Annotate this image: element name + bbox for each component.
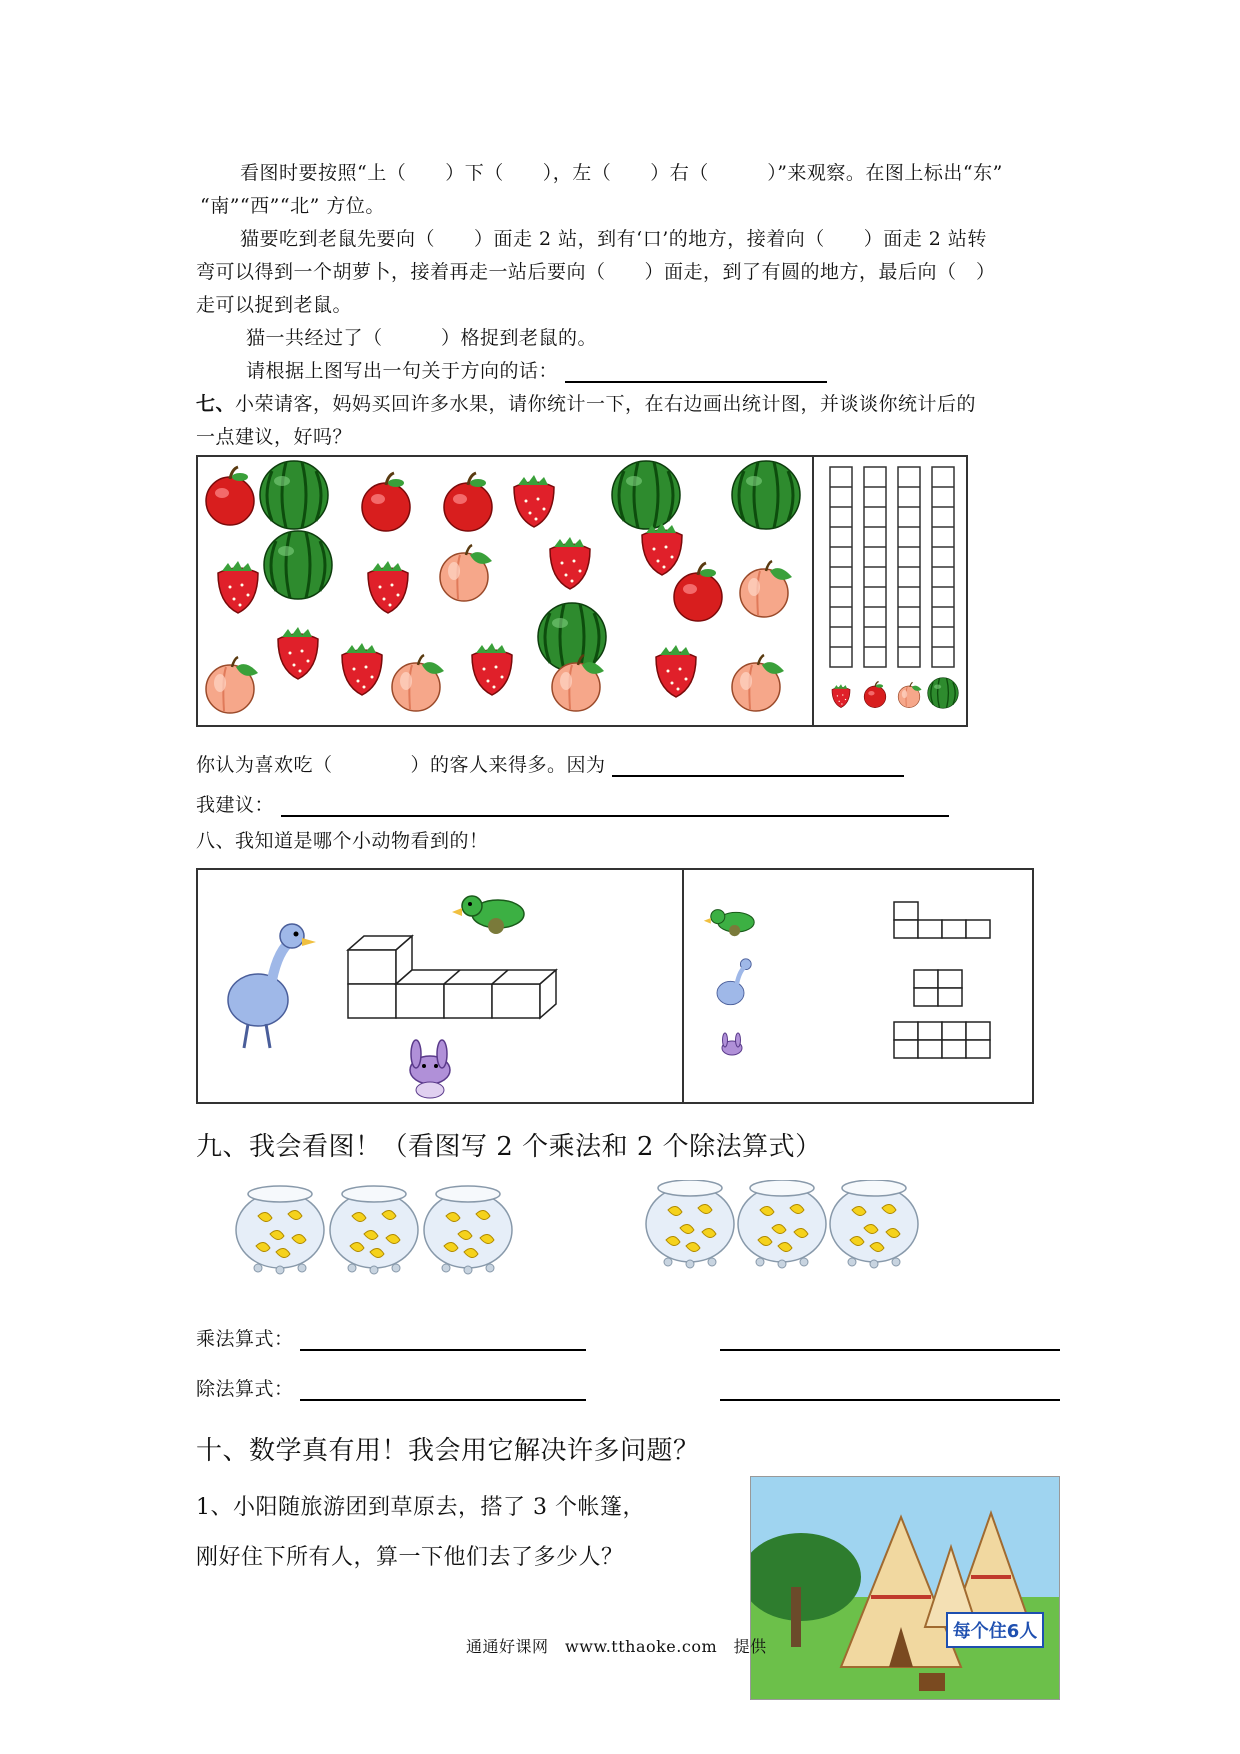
footer: 通通好课网 www.tthaoke.com 提供 — [466, 1637, 767, 1656]
sec10-p1-line1: 1、小阳随旅游团到草原去，搭了 3 个帐篷， — [196, 1495, 645, 1520]
sec9-title: 九、我会看图！（看图写 2 个乘法和 2 个除法算式） — [196, 1132, 822, 1162]
sec6-line1: 看图时要按照“上（ ）下（ ），左（ ）右（ ）”来观察。在图上标出“东” — [240, 162, 1003, 184]
view-choices-box — [682, 868, 1034, 1104]
tent-picture — [750, 1476, 1060, 1700]
stat-grid — [816, 457, 966, 725]
sec7-title-line2: 一点建议，好吗？ — [196, 426, 353, 448]
sec7-title — [196, 389, 976, 416]
bird-left — [228, 924, 316, 1048]
suggest-blank[interactable] — [281, 815, 949, 817]
div-label: 除法算式： — [196, 1378, 294, 1400]
sec6-line5: 走可以捉到老鼠。 — [196, 294, 353, 316]
divider — [812, 457, 814, 725]
scene — [198, 870, 682, 1102]
div-blank-1[interactable] — [300, 1399, 586, 1401]
reason-blank[interactable] — [612, 775, 904, 777]
view-scene-box — [196, 868, 684, 1104]
bird-icon — [717, 959, 751, 1005]
rabbit-icon — [722, 1033, 742, 1055]
sec7-q1 — [196, 750, 904, 777]
sec7-num: 七、 — [196, 393, 236, 415]
blocks — [348, 936, 556, 1018]
sec7-q2 — [196, 790, 949, 817]
sec6-line7-text: 请根据上图写出一句关于方向的话： — [246, 360, 559, 382]
sec6-line6: 猫一共经过了（ ）格捉到老鼠的。 — [246, 327, 598, 349]
tent-sign: 每个住6人 — [952, 1621, 1038, 1642]
sec10-title: 十、数学真有用！我会用它解决许多问题？ — [196, 1436, 700, 1466]
parrot-icon — [704, 910, 754, 937]
mul-label: 乘法算式： — [196, 1328, 294, 1350]
sec7-q2-text: 我建议： — [196, 794, 275, 816]
rabbit-bottom — [410, 1040, 450, 1098]
sec10-p1-line2: 刚好住下所有人，算一下他们去了多少人？ — [196, 1545, 624, 1570]
sec6-line7 — [246, 356, 827, 383]
sec9-div — [196, 1374, 586, 1401]
sec9-mul — [196, 1324, 586, 1351]
fruit-picture — [198, 457, 808, 725]
fruit-stat-box — [196, 455, 968, 727]
sec7-title-text: 小荣请客，妈妈买回许多水果，请你统计一下，在右边画出统计图，并谈谈你统计后的 — [235, 393, 977, 415]
choices — [684, 870, 1032, 1102]
fish-bowls — [230, 1180, 950, 1280]
mul-blank-1[interactable] — [300, 1349, 586, 1351]
sec8-title: 八、我知道是哪个小动物看到的！ — [196, 830, 489, 852]
parrot-top — [452, 896, 524, 934]
sec6-line3: 猫要吃到老鼠先要向（ ）面走 2 站，到有‘口’的地方，接着向（ ）面走 2 站转 — [240, 228, 987, 250]
mul-blank-2[interactable] — [720, 1349, 1060, 1351]
sec6-line4: 弯可以得到一个胡萝卜，接着再走一站后要向（ ）面走，到了有圆的地方，最后向（ ） — [196, 261, 996, 283]
sec6-line2: “南”“西”“北” 方位。 — [200, 195, 385, 217]
sec7-q1-text: 你认为喜欢吃（ ）的客人来得多。因为 — [196, 754, 606, 776]
answer-blank[interactable] — [565, 381, 827, 383]
div-blank-2[interactable] — [720, 1399, 1060, 1401]
